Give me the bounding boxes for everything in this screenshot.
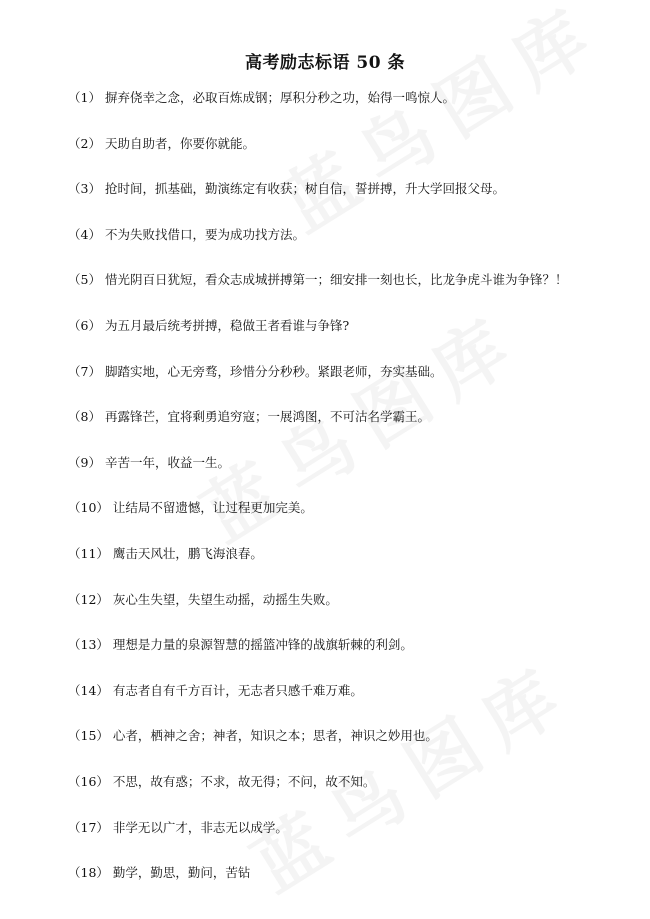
list-item [68,88,628,134]
list-item [68,635,628,681]
item-text: 辛苦一年，收益一生。 [104,454,230,470]
item-number: （10） [68,500,109,516]
item-text: 有志者自有千方百计，无志者只感千难万难。 [112,682,363,698]
item-number: （5） [68,272,101,288]
item-number: （12） [68,591,109,607]
list-item [68,681,628,727]
list-item [68,863,628,909]
item-number: （7） [68,363,101,379]
item-number: （8） [68,409,101,425]
item-number: （14） [68,682,109,698]
list-item [68,362,628,408]
item-text: 灰心生失望，失望生动摇，动摇生失败。 [112,591,338,607]
item-text: 让结局不留遗憾，让过程更加完美。 [112,500,313,516]
item-text: 鹰击天风壮，鹏飞海浪春。 [112,545,263,561]
list-item [68,590,628,636]
item-number: （9） [68,454,101,470]
item-text: 心者，栖神之舍；神者，知识之本；思者，神识之妙用也。 [112,728,438,744]
list-item [68,453,628,499]
item-number: （4） [68,226,101,242]
item-text: 抢时间，抓基础，勤演练定有收获；树自信，誓拼搏，升大学回报父母。 [104,181,505,197]
list-item [68,498,628,544]
item-text: 不思，故有惑；不求，故无得；不问，故不知。 [112,773,376,789]
item-text: 非学无以广才，非志无以成学。 [112,819,288,835]
item-number: （18） [68,865,109,881]
list-item [68,225,628,271]
item-text: 不为失败找借口，要为成功找方法。 [104,226,305,242]
item-number: （3） [68,181,101,197]
item-number: （1） [68,90,101,105]
list-item [68,772,628,818]
item-text: 脚踏实地，心无旁骛，珍惜分分秒秒。紧跟老师，夯实基础。 [104,363,443,379]
item-number: （13） [68,637,109,653]
list-item [68,726,628,772]
list-item [68,179,628,225]
item-text: 理想是力量的泉源智慧的摇篮冲锋的战旗斩棘的利剑。 [112,637,413,653]
item-number: （17） [68,819,109,835]
item-number: （15） [68,728,109,744]
list-item [68,270,628,316]
item-text: 为五月最后统考拼搏，稳做王者看谁与争锋? [104,317,350,333]
slogan-list [68,88,628,909]
item-text: 摒弃侥幸之念，必取百炼成钢；厚积分秒之功，始得一鸣惊人。 [104,90,455,105]
item-text: 惜光阴百日犹短，看众志成城拼搏第一；细安排一刻也长，比龙争虎斗谁为争锋？！ [104,272,568,288]
list-item [68,544,628,590]
document-title: 高考励志标语 50 条 [245,53,405,73]
list-item [68,818,628,864]
list-item [68,316,628,362]
item-number: （6） [68,317,101,333]
item-text: 天助自助者，你要你就能。 [104,135,255,151]
list-item [68,134,628,180]
list-item [68,407,628,453]
item-number: （2） [68,135,101,151]
item-number: （11） [68,545,109,561]
item-text: 再露锋芒，宜将剩勇追穷寇；一展鸿图，不可沽名学霸王。 [104,409,430,425]
item-number: （16） [68,773,109,789]
item-text: 勤学，勤思，勤问，苦钻 [112,865,251,881]
